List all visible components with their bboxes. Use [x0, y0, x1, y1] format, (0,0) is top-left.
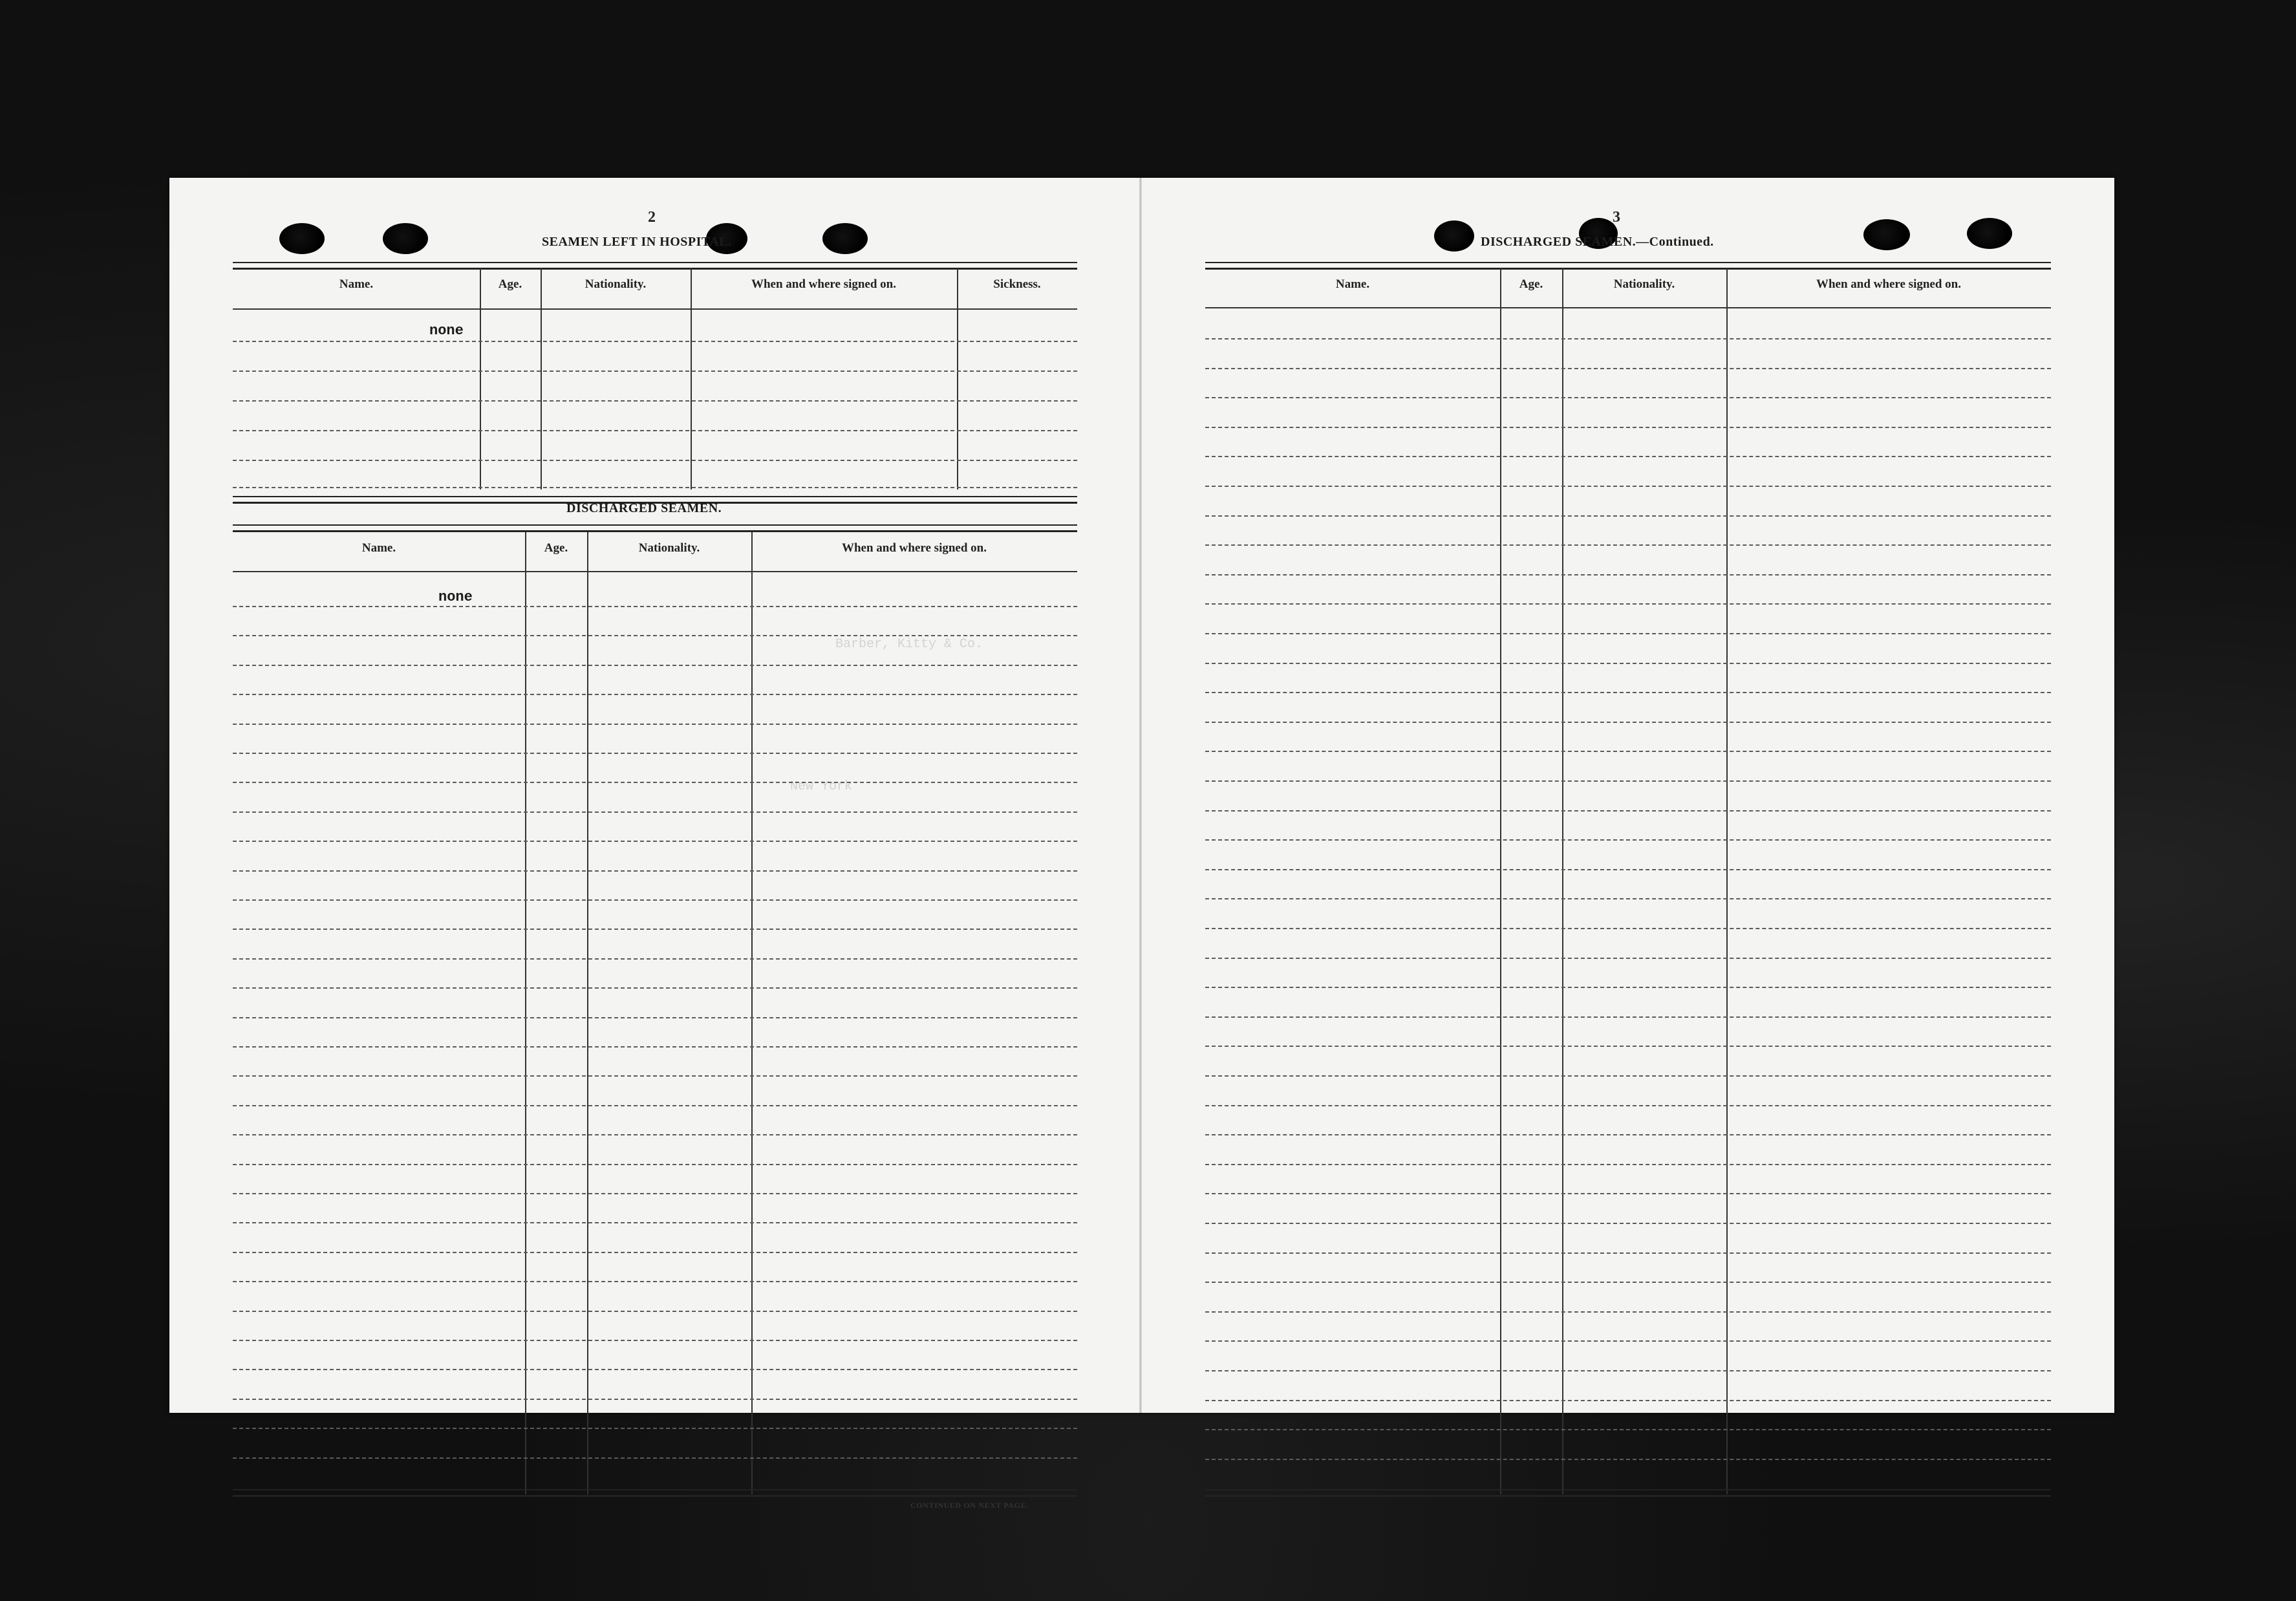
table-row [233, 1017, 1077, 1018]
table-row [233, 1369, 1077, 1370]
table-row [233, 841, 1077, 842]
table-row [1205, 456, 2051, 457]
table-top-rule [233, 262, 1077, 270]
page-number-left: 2 [648, 209, 656, 226]
table-row [233, 870, 1077, 872]
table-row [1205, 839, 2051, 841]
table-row [233, 958, 1077, 960]
table-row [233, 811, 1077, 813]
column-divider [1726, 268, 1728, 1494]
header-rule [233, 308, 1077, 310]
table-row [233, 1311, 1077, 1312]
table-row [1205, 515, 2051, 517]
discharged-section-title: DISCHARGED SEAMEN. [566, 501, 722, 515]
hospital-entry-none: none [429, 323, 464, 339]
table-row [1205, 928, 2051, 929]
table-row [1205, 1282, 2051, 1283]
continued-note: CONTINUED ON NEXT PAGE. [910, 1501, 1029, 1510]
table-row [1205, 722, 2051, 723]
table-row [233, 899, 1077, 901]
col-header-name: Name. [1335, 277, 1370, 291]
table-top-rule [1205, 262, 2051, 270]
table-row [1205, 1252, 2051, 1254]
discharged-continued-title [1481, 235, 1714, 250]
discharged-entry-none: none [438, 589, 473, 605]
column-divider [751, 532, 753, 1494]
column-divider [691, 268, 692, 489]
table-row [1205, 692, 2051, 693]
table-row [233, 341, 1077, 342]
table-row [233, 635, 1077, 636]
table-row [1205, 751, 2051, 752]
table-row [1205, 663, 2051, 664]
document-sheet [169, 178, 2114, 1510]
table-row [233, 1281, 1077, 1282]
bleed-through-mark: Barber, Kitty & Co. [835, 637, 983, 652]
table-row [233, 1428, 1077, 1429]
col-header-name: Name. [361, 541, 396, 555]
table-row [233, 1046, 1077, 1048]
table-row [233, 1193, 1077, 1194]
bleed-through-mark: New York [790, 779, 853, 794]
table-row [1205, 987, 2051, 988]
table-row [1205, 898, 2051, 899]
table-row [233, 1399, 1077, 1400]
column-divider [957, 268, 958, 489]
table-row [1205, 1046, 2051, 1047]
table-row [233, 782, 1077, 783]
col-header-signed-on: When and where signed on. [841, 541, 987, 555]
table-row [1205, 1164, 2051, 1165]
table-row [233, 1105, 1077, 1106]
col-header-nationality: Nationality. [585, 277, 647, 291]
column-divider [525, 532, 526, 1494]
punch-hole [822, 223, 868, 254]
table-row [1205, 810, 2051, 811]
table-row [1205, 780, 2051, 782]
column-divider [1500, 268, 1501, 1494]
table-row [233, 487, 1077, 488]
title-main: DISCHARGED SEAMEN. [1481, 235, 1636, 249]
table-row [233, 400, 1077, 402]
table-row [1205, 1075, 2051, 1077]
table-row [233, 371, 1077, 372]
table-row [233, 1164, 1077, 1165]
punch-hole [1967, 218, 2012, 249]
table-row [1205, 1429, 2051, 1430]
table-row [1205, 338, 2051, 339]
table-row [233, 430, 1077, 431]
col-header-signed-on: When and where signed on. [751, 277, 896, 291]
column-divider [1562, 268, 1563, 1494]
col-header-sickness: Sickness. [993, 277, 1041, 291]
col-header-nationality: Nationality. [638, 541, 700, 555]
table-row [1205, 633, 2051, 634]
punch-hole [1863, 219, 1910, 250]
hospital-section-title: SEAMEN LEFT IN HOSPITAL. [542, 235, 732, 249]
col-header-age: Age. [544, 541, 568, 555]
table-row [233, 929, 1077, 930]
table-row [1205, 1105, 2051, 1106]
table-row [233, 606, 1077, 607]
table-row [1205, 1134, 2051, 1135]
table-row [233, 1134, 1077, 1135]
punch-hole [279, 223, 325, 254]
table-row [1205, 397, 2051, 398]
table-row [1205, 1340, 2051, 1342]
table-row [1205, 1311, 2051, 1313]
table-row [1205, 958, 2051, 959]
col-header-signed-on: When and where signed on. [1816, 277, 1961, 291]
column-divider [587, 532, 588, 1494]
right-page [1142, 178, 2114, 1413]
table-row [1205, 368, 2051, 369]
col-header-nationality: Nationality. [1613, 277, 1675, 291]
table-row [1205, 1016, 2051, 1018]
table-row [1205, 1370, 2051, 1371]
table-row [1205, 427, 2051, 428]
page-number-right: 3 [1613, 209, 1620, 226]
table-row [1205, 1223, 2051, 1224]
table-row [1205, 603, 2051, 605]
table-row [233, 724, 1077, 725]
table-row [233, 460, 1077, 461]
punch-hole [383, 223, 428, 254]
table-row [1205, 869, 2051, 870]
table-row [233, 1252, 1077, 1253]
table-row [1205, 1459, 2051, 1460]
table-row [233, 1457, 1077, 1459]
table-bottom-rule [1205, 1489, 2051, 1497]
left-page [169, 178, 1139, 1510]
table-row [233, 753, 1077, 754]
col-header-name: Name. [339, 277, 374, 291]
table-row [1205, 1193, 2051, 1194]
table-row [1205, 544, 2051, 546]
table-top-rule [233, 524, 1077, 532]
table-row [1205, 574, 2051, 575]
column-divider [541, 268, 542, 489]
table-row [233, 1340, 1077, 1341]
table-row [233, 987, 1077, 989]
table-row [233, 694, 1077, 695]
table-row [233, 1075, 1077, 1077]
table-row [233, 1222, 1077, 1223]
title-continued: —Continued. [1636, 235, 1714, 249]
table-row [233, 665, 1077, 666]
table-row [1205, 1400, 2051, 1401]
column-divider [480, 268, 481, 489]
table-bottom-rule [233, 1489, 1077, 1497]
punch-hole [1434, 220, 1474, 252]
header-rule [233, 571, 1077, 572]
header-rule [1205, 307, 2051, 308]
col-header-age: Age. [1519, 277, 1543, 291]
col-header-age: Age. [498, 277, 522, 291]
table-row [1205, 486, 2051, 487]
